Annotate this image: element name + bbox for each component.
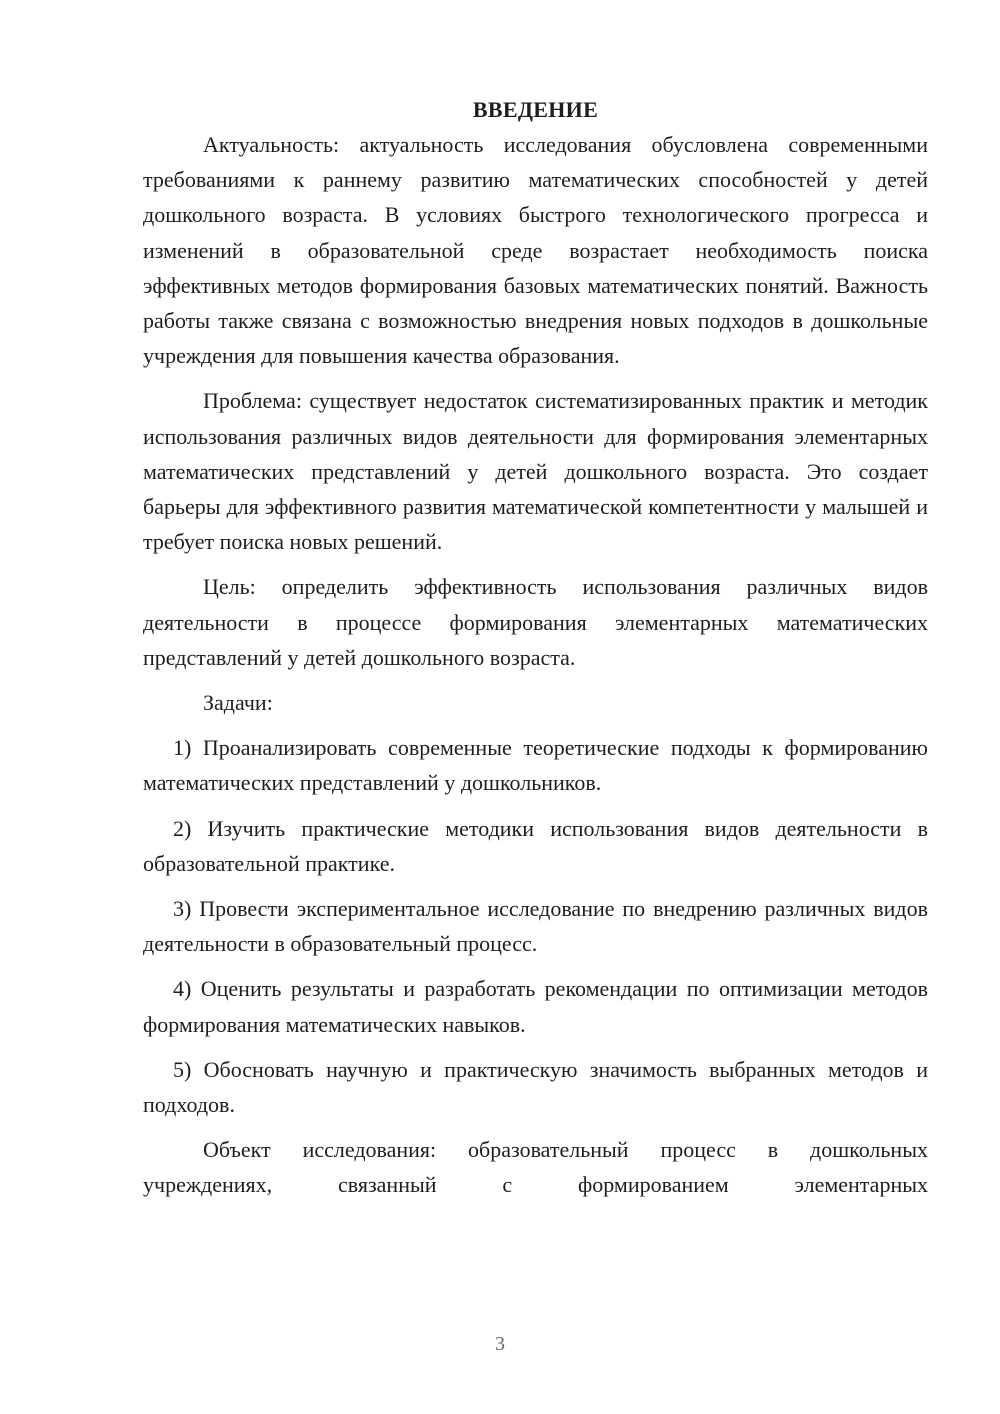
paragraph-goal: Цель: определить эффективность использования различных видов деятельности в процессе формирования элементарных математических представлений у детей дошкольного возраста.	[143, 574, 928, 670]
paragraph-object: Объект исследования: образовательный процесс в дошкольных учреждениях, связанный с формированием элементарных	[143, 1137, 928, 1198]
document-page	[143, 94, 928, 1213]
task-item-3: 3) Провести экспериментальное исследование по внедрению различных видов деятельности в образовательный процесс.	[143, 896, 928, 957]
page-number: 3	[495, 1333, 505, 1355]
task-item-5: 5) Обосновать научную и практическую значимость выбранных методов и подходов.	[143, 1056, 928, 1118]
section-title: ВВЕДЕНИЕ	[472, 97, 599, 122]
task-item-1: 1) Проанализировать современные теоретические подходы к формированию математических представлений у дошкольников.	[143, 735, 928, 796]
task-item-2: 2) Изучить практические методики использования видов деятельности в образовательной практике.	[143, 815, 928, 876]
task-item-4: 4) Оценить результаты и разработать рекомендации по оптимизации методов формирования математических навыков.	[143, 976, 928, 1037]
paragraph-problem: Проблема: существует недостаток систематизированных практик и методик использования различных видов деятельности для формирования элементарных математических представлений у детей дошкольного возраста. Это создает барьеры для эффективного развития математической компетентности у малышей и требует поиска новых решений.	[143, 388, 928, 555]
paragraph-relevance: Актуальность: актуальность исследования обусловлена современными требованиями к раннему развитию математических способностей у детей дошкольного возраста. В условиях быстрого технологического прогресса и изменений в образовательной среде возрастает необходимость поиска эффективных методов формирования базовых математических понятий. Важность работы также связана с возможностью внедрения новых подходов в дошкольные учреждения для повышения качества образования.	[143, 132, 928, 369]
paragraph-tasks-heading: Задачи:	[203, 690, 273, 716]
